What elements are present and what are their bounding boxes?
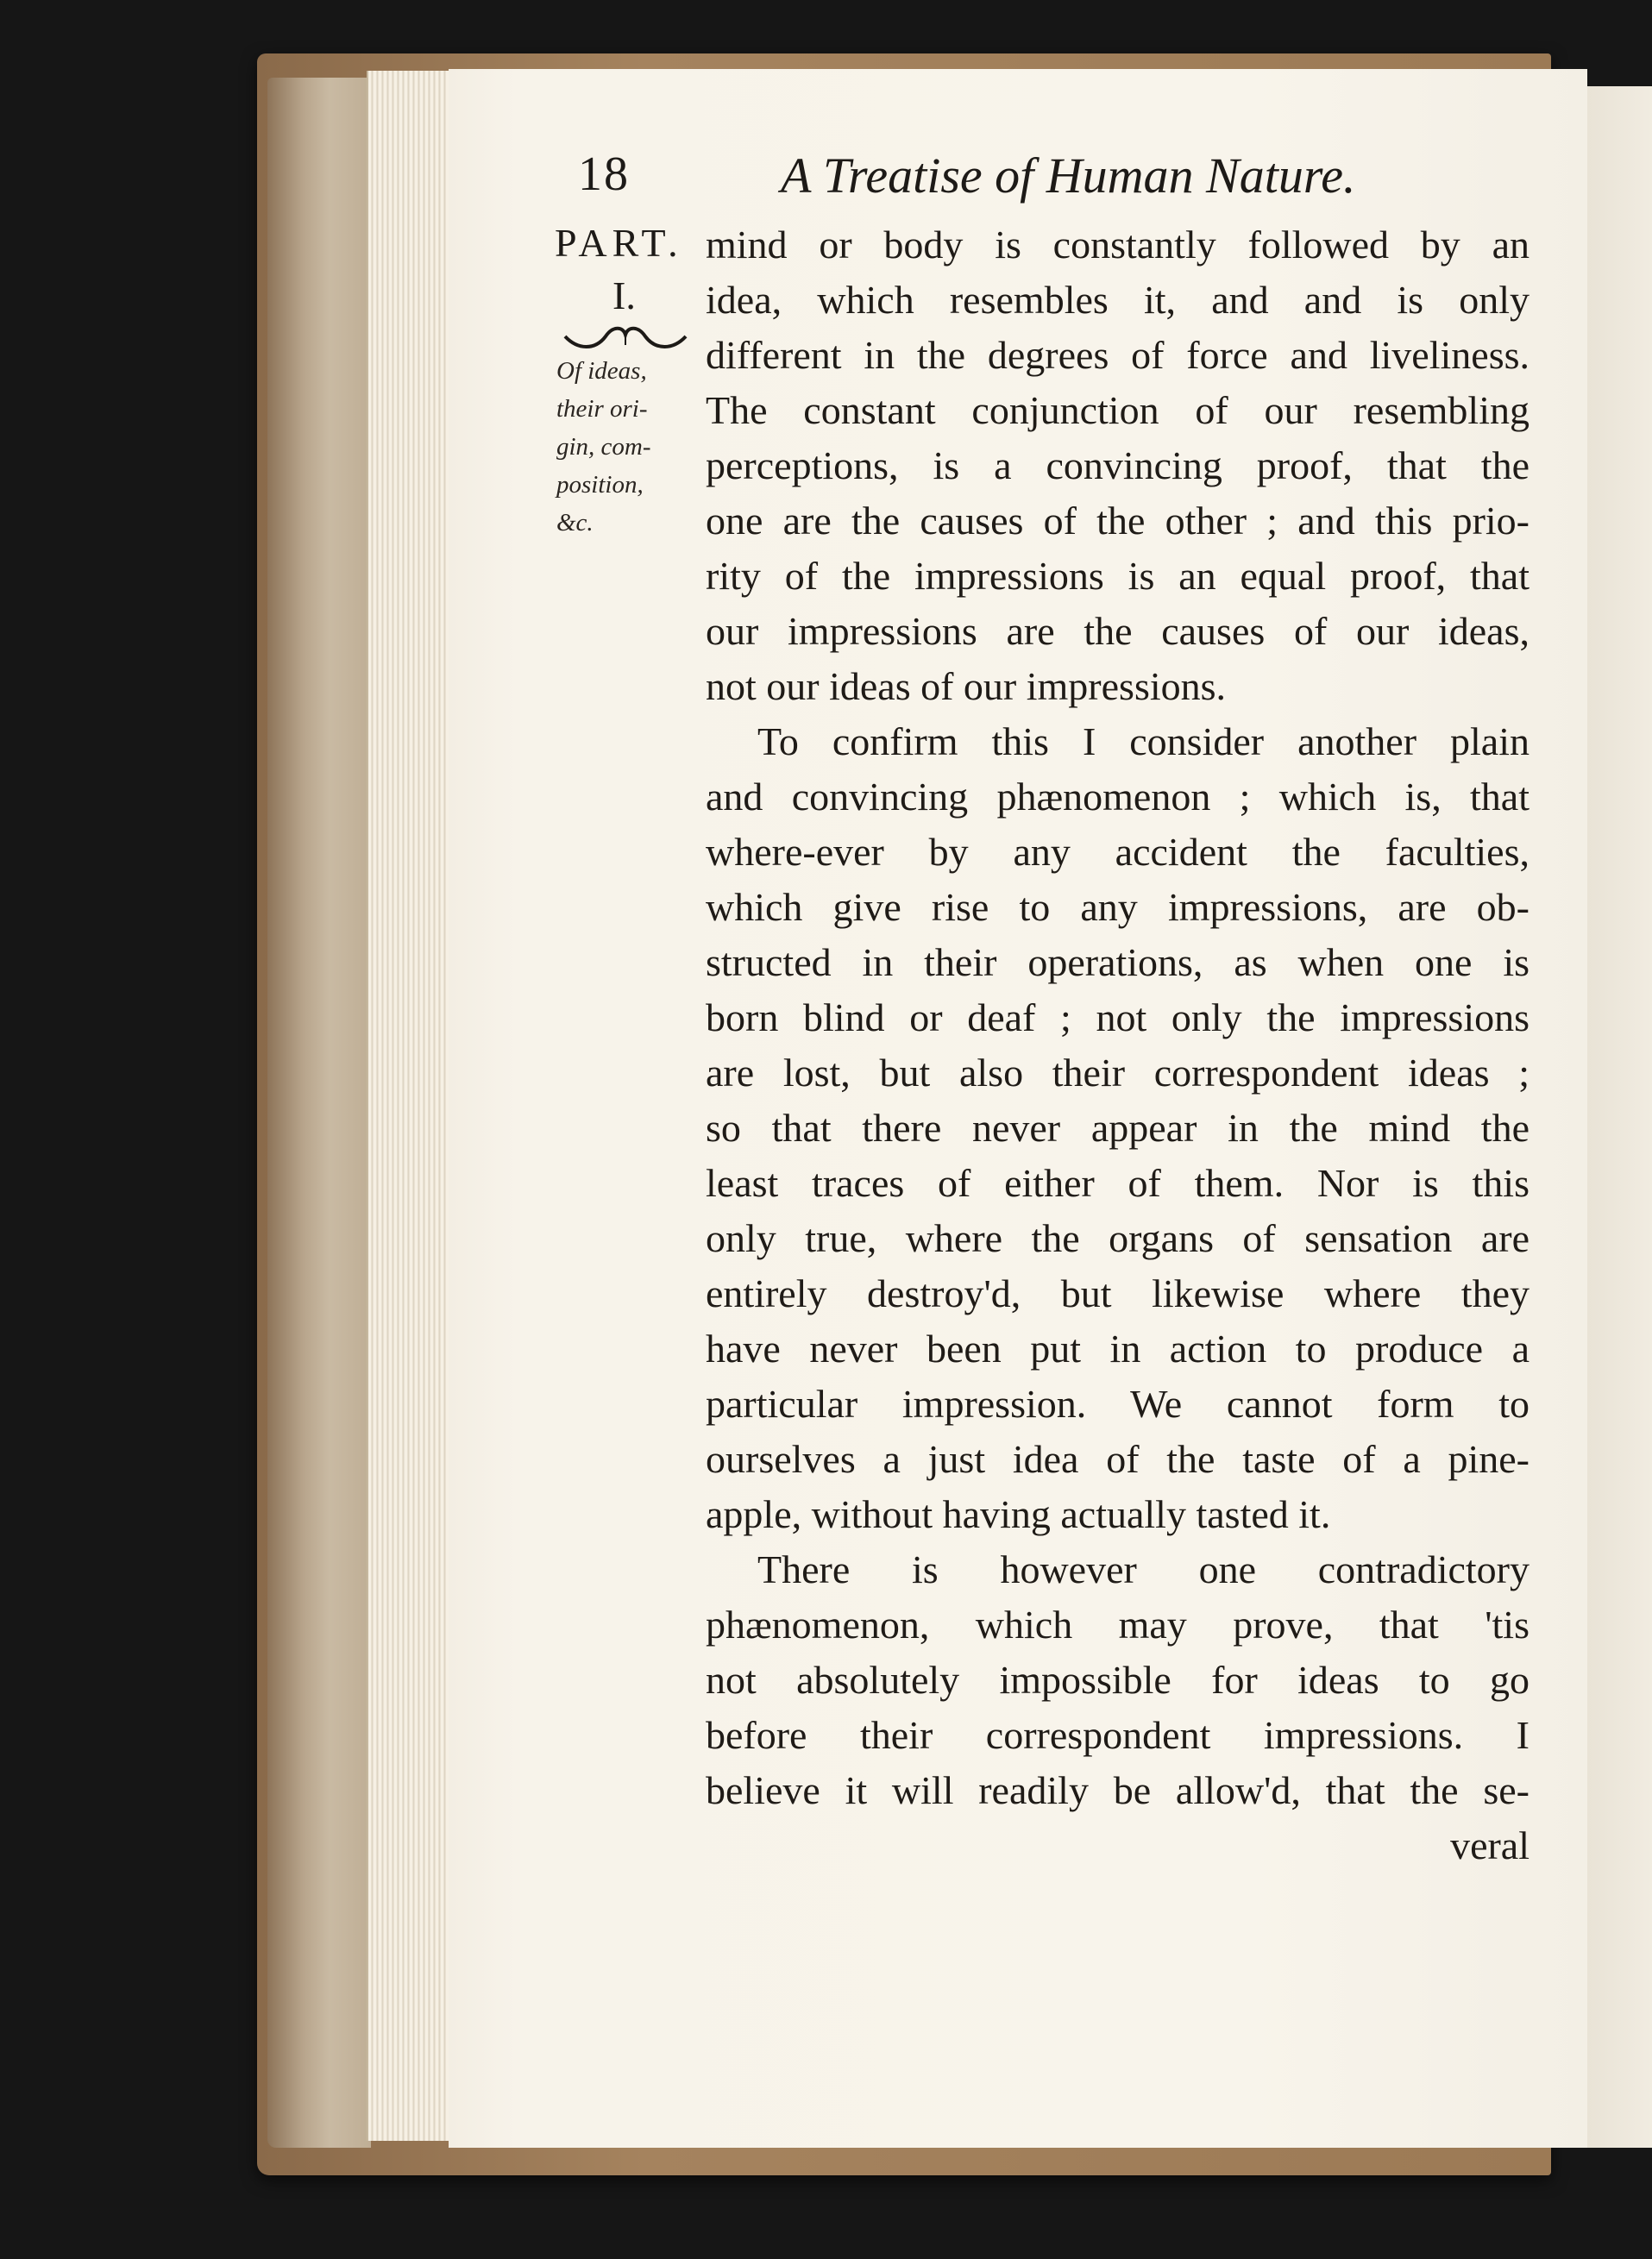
running-title: A Treatise of Human Nature. <box>781 147 1356 204</box>
text-line: are lost, but also their correspondent ideas ; <box>706 1051 1530 1095</box>
text-line: mind or body is constantly followed by an <box>706 223 1530 267</box>
paragraph-start-line: There is however one contradictory <box>757 1547 1530 1591</box>
text-line: apple, without having actually tasted it. <box>706 1492 1331 1536</box>
text-line: our impressions are the causes of our ideas, <box>706 609 1530 653</box>
text-line: before their correspondent impressions. I <box>706 1713 1530 1757</box>
margin-note <box>556 352 703 542</box>
book-spine <box>267 78 371 2148</box>
text-line: ourselves a just idea of the taste of a pine- <box>706 1437 1530 1481</box>
text-line: born blind or deaf ; not only the impressions <box>706 995 1530 1039</box>
margin-note-line: their ori- <box>556 395 648 423</box>
text-line: idea, which resembles it, and and is only <box>706 278 1530 322</box>
text-line: entirely destroy'd, but likewise where they <box>706 1271 1530 1315</box>
text-line: The constant conjunction of our resembling <box>706 388 1530 432</box>
paragraph-start-line: To confirm this I consider another plain <box>757 719 1530 763</box>
catchword: veral <box>1450 1823 1530 1867</box>
text-line: and convincing phænomenon ; which is, that <box>706 775 1530 819</box>
text-line: so that there never appear in the mind the <box>706 1106 1530 1150</box>
margin-note-line: Of ideas, <box>556 357 647 385</box>
text-line: phænomenon, which may prove, that 'tis <box>706 1603 1530 1647</box>
body-text <box>706 217 1530 1873</box>
text-line: which give rise to any impressions, are ob- <box>706 885 1530 929</box>
text-line: where-ever by any accident the faculties, <box>706 830 1530 874</box>
page-edges <box>367 71 455 2141</box>
text-line: different in the degrees of force and liveliness. <box>706 333 1530 377</box>
text-line: only true, where the organs of sensation are <box>706 1216 1530 1260</box>
text-line: one are the causes of the other ; and this prio- <box>706 499 1530 543</box>
margin-note-line: position, <box>556 471 644 499</box>
text-line: not our ideas of our impressions. <box>706 664 1227 708</box>
text-line: particular impression. We cannot form to <box>706 1382 1530 1426</box>
text-line: believe it will readily be allow'd, that the se- <box>706 1768 1530 1812</box>
text-line: rity of the impressions is an equal proof, that <box>706 554 1530 598</box>
page-number: 18 <box>578 147 630 201</box>
text-line: have never been put in action to produce a <box>706 1327 1530 1371</box>
text-line: not absolutely impossible for ideas to go <box>706 1658 1530 1702</box>
part-numeral: I. <box>612 273 636 317</box>
curl-ornament-icon <box>561 317 690 352</box>
facing-page-edge <box>1586 86 1652 2148</box>
page-header <box>561 140 1475 209</box>
margin-note-line: gin, com- <box>556 433 651 461</box>
text-line: structed in their operations, as when one is <box>706 940 1530 984</box>
part-label: PART. <box>555 221 683 265</box>
text-line: perceptions, is a convincing proof, that the <box>706 443 1530 487</box>
text-line: least traces of either of them. Nor is this <box>706 1161 1530 1205</box>
margin-note-line: &c. <box>556 509 594 537</box>
